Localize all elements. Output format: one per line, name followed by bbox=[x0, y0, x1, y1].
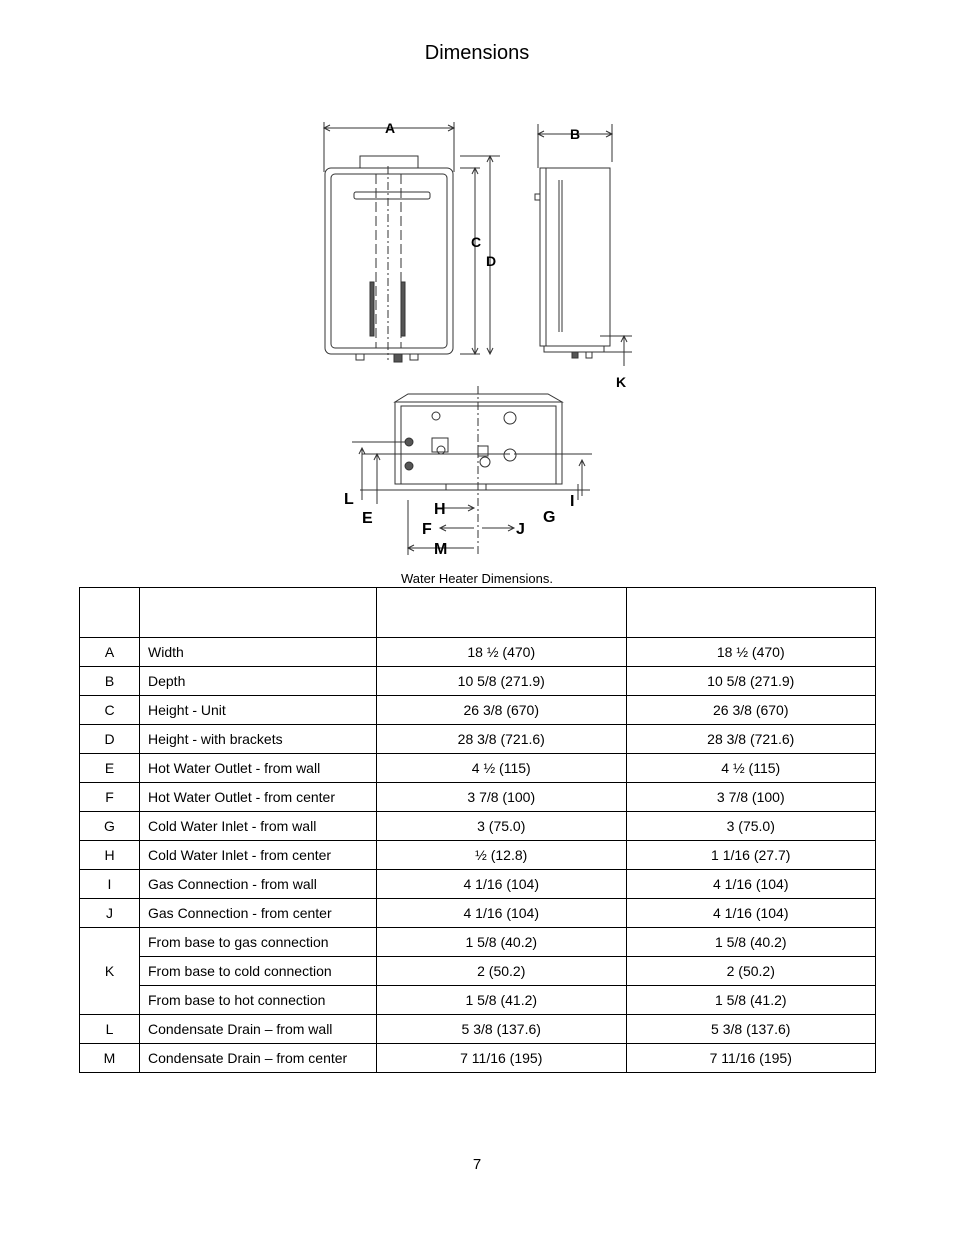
dim-label-g: G bbox=[543, 509, 556, 526]
table-row bbox=[80, 899, 876, 928]
table-row bbox=[80, 957, 876, 986]
dim-label-l: L bbox=[344, 491, 354, 508]
row-key: K bbox=[80, 928, 140, 1015]
table-row bbox=[80, 696, 876, 725]
row-value-2: 3 (75.0) bbox=[626, 812, 876, 841]
row-value-2: 4 1/16 (104) bbox=[626, 870, 876, 899]
table-row bbox=[80, 870, 876, 899]
row-value-2: 7 11/16 (195) bbox=[626, 1044, 876, 1073]
row-value-2: 4 ½ (115) bbox=[626, 754, 876, 783]
row-key: I bbox=[80, 870, 140, 899]
row-value-1: 10 5/8 (271.9) bbox=[377, 667, 627, 696]
row-description: Gas Connection - from wall bbox=[140, 870, 377, 899]
dimensions-table bbox=[79, 587, 876, 1073]
row-description: Depth bbox=[140, 667, 377, 696]
table-row bbox=[80, 783, 876, 812]
dim-label-d: D bbox=[486, 253, 497, 269]
row-key: M bbox=[80, 1044, 140, 1073]
row-description: Height - Unit bbox=[140, 696, 377, 725]
row-value-2: 10 5/8 (271.9) bbox=[626, 667, 876, 696]
row-value-1: 3 7/8 (100) bbox=[377, 783, 627, 812]
header-description bbox=[140, 588, 377, 638]
row-value-1: 4 1/16 (104) bbox=[377, 870, 627, 899]
figure-caption: Water Heater Dimensions. bbox=[401, 571, 553, 586]
row-key: H bbox=[80, 841, 140, 870]
dim-label-j: J bbox=[516, 521, 525, 538]
dim-label-f: F bbox=[422, 521, 432, 538]
table-row bbox=[80, 1015, 876, 1044]
row-value-2: 4 1/16 (104) bbox=[626, 899, 876, 928]
row-description: Cold Water Inlet - from center bbox=[140, 841, 377, 870]
row-description: Gas Connection - from center bbox=[140, 899, 377, 928]
table-row bbox=[80, 638, 876, 667]
row-key: L bbox=[80, 1015, 140, 1044]
row-value-2: 5 3/8 (137.6) bbox=[626, 1015, 876, 1044]
row-value-2: 2 (50.2) bbox=[626, 957, 876, 986]
row-description: From base to hot connection bbox=[140, 986, 377, 1015]
diagram-svg bbox=[300, 110, 660, 570]
row-key: E bbox=[80, 754, 140, 783]
row-value-2: 18 ½ (470) bbox=[626, 638, 876, 667]
dim-label-b: B bbox=[570, 126, 581, 142]
table-row bbox=[80, 928, 876, 957]
bottom-view bbox=[352, 386, 592, 555]
row-description: From base to cold connection bbox=[140, 957, 377, 986]
dim-label-m: M bbox=[434, 541, 448, 558]
row-value-1: 5 3/8 (137.6) bbox=[377, 1015, 627, 1044]
table-header-row bbox=[80, 588, 876, 638]
row-description: Condensate Drain – from wall bbox=[140, 1015, 377, 1044]
table-row bbox=[80, 986, 876, 1015]
row-description: Width bbox=[140, 638, 377, 667]
header-key bbox=[80, 588, 140, 638]
header-model-1 bbox=[377, 588, 627, 638]
row-value-1: 1 5/8 (40.2) bbox=[377, 928, 627, 957]
table-row bbox=[80, 754, 876, 783]
page-title: Dimensions bbox=[424, 42, 530, 64]
row-value-1: 2 (50.2) bbox=[377, 957, 627, 986]
dim-label-i: I bbox=[570, 493, 575, 510]
row-description: Hot Water Outlet - from center bbox=[140, 783, 377, 812]
row-key: B bbox=[80, 667, 140, 696]
dim-label-c: C bbox=[471, 234, 482, 250]
row-value-1: 26 3/8 (670) bbox=[377, 696, 627, 725]
row-description: Hot Water Outlet - from wall bbox=[140, 754, 377, 783]
row-key: G bbox=[80, 812, 140, 841]
side-view bbox=[535, 124, 632, 366]
row-value-2: 1 5/8 (40.2) bbox=[626, 928, 876, 957]
row-key: J bbox=[80, 899, 140, 928]
row-description: Height - with brackets bbox=[140, 725, 377, 754]
row-key: D bbox=[80, 725, 140, 754]
table-row bbox=[80, 725, 876, 754]
row-value-1: ½ (12.8) bbox=[377, 841, 627, 870]
row-key: A bbox=[80, 638, 140, 667]
row-value-1: 1 5/8 (41.2) bbox=[377, 986, 627, 1015]
row-value-2: 26 3/8 (670) bbox=[626, 696, 876, 725]
row-key: F bbox=[80, 783, 140, 812]
dim-label-a: A bbox=[385, 120, 396, 136]
table-row bbox=[80, 812, 876, 841]
row-value-2: 1 5/8 (41.2) bbox=[626, 986, 876, 1015]
page-number: 7 bbox=[472, 1156, 482, 1173]
row-value-1: 4 ½ (115) bbox=[377, 754, 627, 783]
table-row bbox=[80, 841, 876, 870]
table-row bbox=[80, 1044, 876, 1073]
dim-label-k: K bbox=[616, 374, 627, 390]
row-description: From base to gas connection bbox=[140, 928, 377, 957]
row-value-2: 1 1/16 (27.7) bbox=[626, 841, 876, 870]
row-value-1: 4 1/16 (104) bbox=[377, 899, 627, 928]
row-value-2: 28 3/8 (721.6) bbox=[626, 725, 876, 754]
row-value-1: 28 3/8 (721.6) bbox=[377, 725, 627, 754]
dim-label-h: H bbox=[434, 501, 446, 518]
row-value-1: 7 11/16 (195) bbox=[377, 1044, 627, 1073]
row-description: Condensate Drain – from center bbox=[140, 1044, 377, 1073]
row-key: C bbox=[80, 696, 140, 725]
row-description: Cold Water Inlet - from wall bbox=[140, 812, 377, 841]
row-value-2: 3 7/8 (100) bbox=[626, 783, 876, 812]
water-heater-dimension-diagram bbox=[300, 110, 660, 570]
table-row bbox=[80, 667, 876, 696]
row-value-1: 3 (75.0) bbox=[377, 812, 627, 841]
dim-label-e: E bbox=[362, 510, 373, 527]
row-value-1: 18 ½ (470) bbox=[377, 638, 627, 667]
header-model-2 bbox=[626, 588, 876, 638]
